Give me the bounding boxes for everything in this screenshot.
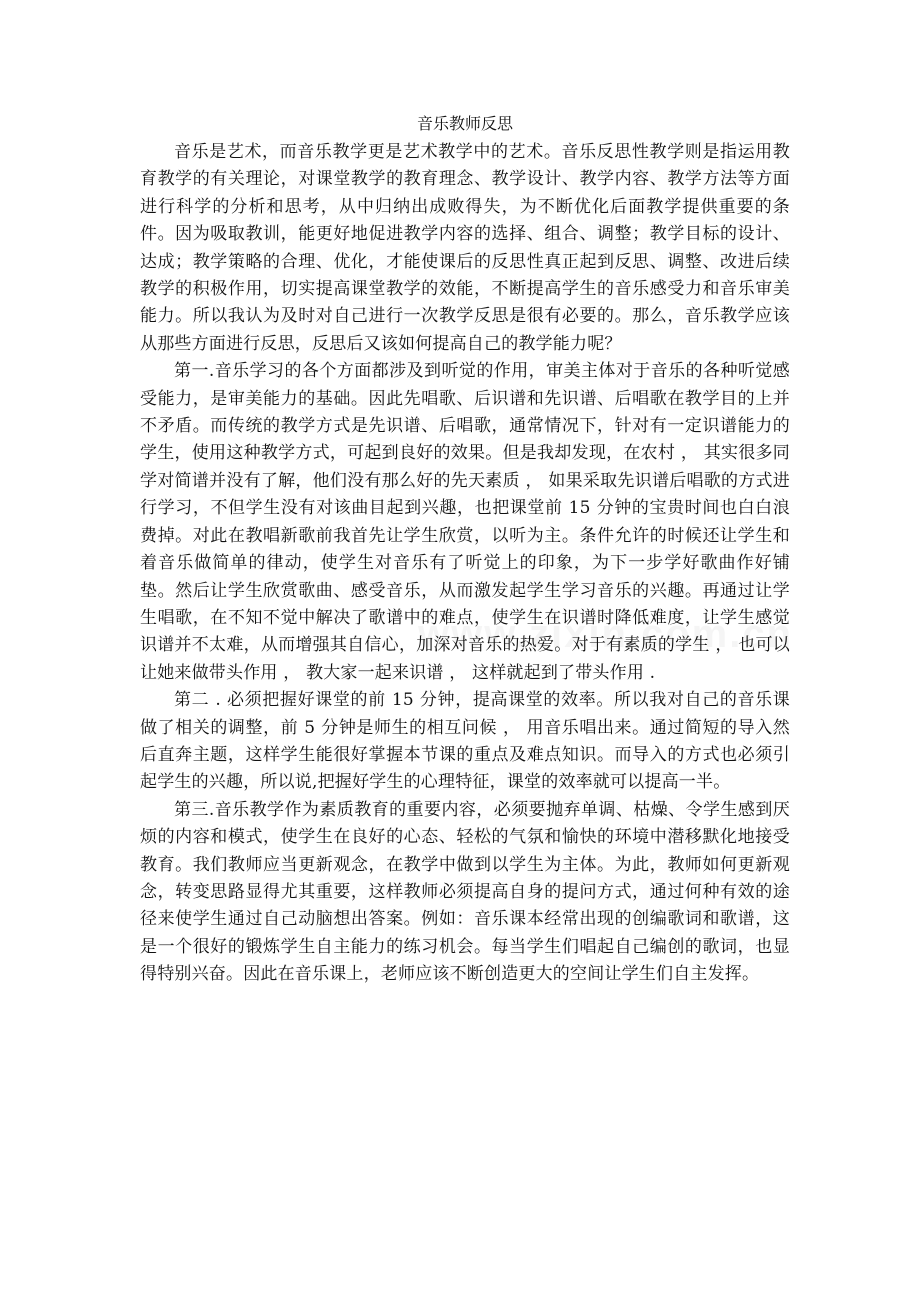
paragraph-third-point: 第三.音乐教学作为素质教育的重要内容，必须要抛弃单调、枯燥、令学生感到厌烦的内容和模式，使学生在良好的心态、轻松的气氛和愉快的环境中潜移默化地接受教育。我们教师应当更新观念，在教学中做到以学生为主体。为此，教师如何更新观念，转变思路显得尤其重要，这样教师必须提高自身的提问方式，通过何种有效的途径来使学生通过自己动脑想出答案。例如：音乐课本经常出现的创编歌词和歌谱，这是一个很好的锻炼学生自主能力的练习机会。每当学生们唱起自己编创的歌词，也显得特别兴奋。因此在音乐课上，老师应该不断创造更大的空间让学生们自主发挥。 <box>140 799 790 985</box>
document-body <box>140 112 790 989</box>
paragraph-intro: 音乐是艺术，而音乐教学更是艺术教学中的艺术。音乐反思性教学则是指运用教育教学的有关理论，对课堂教学的教育理念、教学设计、教学内容、教学方法等方面进行科学的分析和思考，从中归纳出成败得失，为不断优化后面教学提供重要的条件。因为吸取教训，能更好地促进教学内容的选择、组合、调整；教学目标的设计、达成；教学策略的合理、优化，才能使课后的反思性真正起到反思、调整、改进后续教学的积极作用，切实提高课堂教学的效能，不断提高学生的音乐感受力和音乐审美能力。所以我认为及时对自己进行一次教学反思是很有必要的。那么，音乐教学应该从那些方面进行反思，反思后又该如何提高自己的教学能力呢？ <box>140 142 790 354</box>
document-title: 音乐教师反思 <box>416 114 513 133</box>
paragraph-second-point: 第二 . 必须把握好课堂的前 15 分钟，提高课堂的效率。所以我对自己的音乐课做了相关的调整，前 5 分钟是师生的相互问候 ， 用音乐唱出来。通过简短的导入然后直奔主题，这样学生能很好掌握本节课的重点及难点知识。而导入的方式也必须引起学生的兴趣，所以说,把握好学生的心理特征，课堂的效率就可以提高一半。 <box>140 690 790 793</box>
paragraph-first-point: 第一.音乐学习的各个方面都涉及到听觉的作用，审美主体对于音乐的各种听觉感受能力，是审美能力的基础。因此先唱歌、后识谱和先识谱、后唱歌在教学目的上并不矛盾。而传统的教学方式是先识谱、后唱歌，通常情况下，针对有一定识谱能力的学生，使用这种教学方式，可起到良好的效果。但是我却发现，在农村 ， 其实很多同学对简谱并没有了解，他们没有那么好的先天素质 ， 如果采取先识谱后唱歌的方式进行学习，不但学生没有对该曲目起到兴趣，也把课堂前 15 分钟的宝贵时间也白白浪费掉。对此在教唱新歌前我首先让学生欣赏，以听为主。条件允许的时候还让学生和着音乐做简单的律动，使学生对音乐有了听觉上的印象，为下一步学好歌曲作好铺垫。然后让学生欣赏歌曲、感受音乐，从而激发起学生学习音乐的兴趣。再通过让学生唱歌，在不知不觉中解决了歌谱中的难点，使学生在识谱时降低难度，让学生感觉识谱并不太难，从而增强其自信心，加深对音乐的热爱。对于有素质的学生 ， 也可以让她来做带头作用 ， 教大家一起来识谱 ， 这样就起到了带头作用 . <box>140 361 790 683</box>
